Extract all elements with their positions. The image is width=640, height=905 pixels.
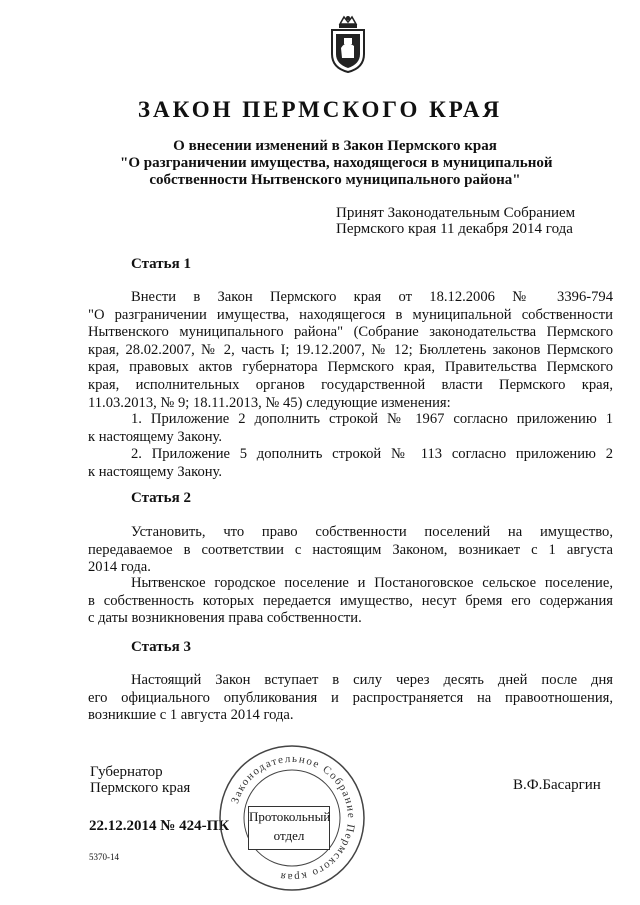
text-line: "О разграничении имущества, находящегося в муниципальной собственности xyxy=(88,306,613,323)
stamp-line: Протокольный xyxy=(249,809,331,824)
text-line: края, правовых актов губернатора Пермского края, Правительства Пермского xyxy=(88,359,613,376)
text-line: края, исполнительных органов государственной власти Пермского края, xyxy=(88,376,613,393)
article-2-heading: Статья 2 xyxy=(131,490,191,506)
stamp-line: отдел xyxy=(273,828,305,843)
document-subtitle xyxy=(120,138,553,189)
article-1-heading: Статья 1 xyxy=(131,256,191,272)
text-line: 1. Приложение 2 дополнить строкой № 1967 согласно приложению 1 xyxy=(131,411,613,427)
adoption-note xyxy=(336,205,575,237)
subtitle-line: "О разграничении имущества, находящегося в муниципальной xyxy=(120,155,553,171)
article-3-paragraph-1 xyxy=(88,672,613,725)
article-1-intro xyxy=(88,289,613,412)
text-line: в собственность которых передается имущество, несут бремя его содержания xyxy=(88,592,613,609)
adoption-line: Принят Законодательным Собранием xyxy=(336,205,576,221)
stamp-department-box xyxy=(248,806,330,850)
text-line: возникшие с 1 августа 2014 года. xyxy=(88,707,294,724)
article-2-paragraph-2 xyxy=(88,575,613,628)
text-line: Установить, что право собственности поселений на имущество, xyxy=(131,524,613,540)
subtitle-line: О внесении изменений в Закон Пермского края xyxy=(173,138,497,154)
text-line: Настоящий Закон вступает в силу через десять дней после дня xyxy=(131,672,613,688)
article-3-heading: Статья 3 xyxy=(131,639,191,655)
text-line: с даты возникновения права собственности. xyxy=(88,610,362,627)
text-line: передаваемое в соответствии с настоящим Законом, возникает с 1 августа xyxy=(88,541,613,558)
article-1-item-2 xyxy=(88,446,613,481)
subtitle-line: собственности Нытвенского муниципального района" xyxy=(149,172,521,188)
perm-krai-coat-of-arms-icon xyxy=(326,14,370,74)
signatory-name: В.Ф.Басаргин xyxy=(513,777,601,793)
law-number: 22.12.2014 № 424-ПК xyxy=(89,818,230,834)
text-line: его официального опубликования и распространяется на правоотношения, xyxy=(88,689,613,706)
position-line: Пермского края xyxy=(90,780,191,796)
text-line: 2014 года. xyxy=(88,559,151,576)
text-line: 2. Приложение 5 дополнить строкой № 113 согласно приложению 2 xyxy=(131,446,613,462)
article-2-paragraph-1 xyxy=(88,524,613,577)
signatory-position xyxy=(90,764,190,796)
text-line: Нытвенское городское поселение и Постаноговское сельское поселение, xyxy=(131,575,613,591)
text-line: края, 28.02.2007, № 2, часть I; 19.12.2007, № 12; Бюллетень законов Пермского xyxy=(88,341,613,358)
document-title: ЗАКОН ПЕРМСКОГО КРАЯ xyxy=(137,97,503,122)
position-line: Губернатор xyxy=(90,764,163,780)
text-line: Внести в Закон Пермского края от 18.12.2006 № 3396-794 xyxy=(131,289,613,305)
article-1-item-1 xyxy=(88,411,613,446)
text-line: 11.03.2013, № 9; 18.11.2013, № 45) следующие изменения: xyxy=(88,394,451,411)
adoption-line: Пермского края 11 декабря 2014 года xyxy=(336,221,573,237)
text-line: к настоящему Закону. xyxy=(88,463,223,480)
stamp-ring-text: Законодательное Собрание Пермского края xyxy=(229,752,358,884)
text-line: к настоящему Закону. xyxy=(88,428,223,445)
document-id: 5370-14 xyxy=(89,852,119,862)
text-line: Нытвенского муниципального района" (Собрание законодательства Пермского xyxy=(88,324,613,341)
